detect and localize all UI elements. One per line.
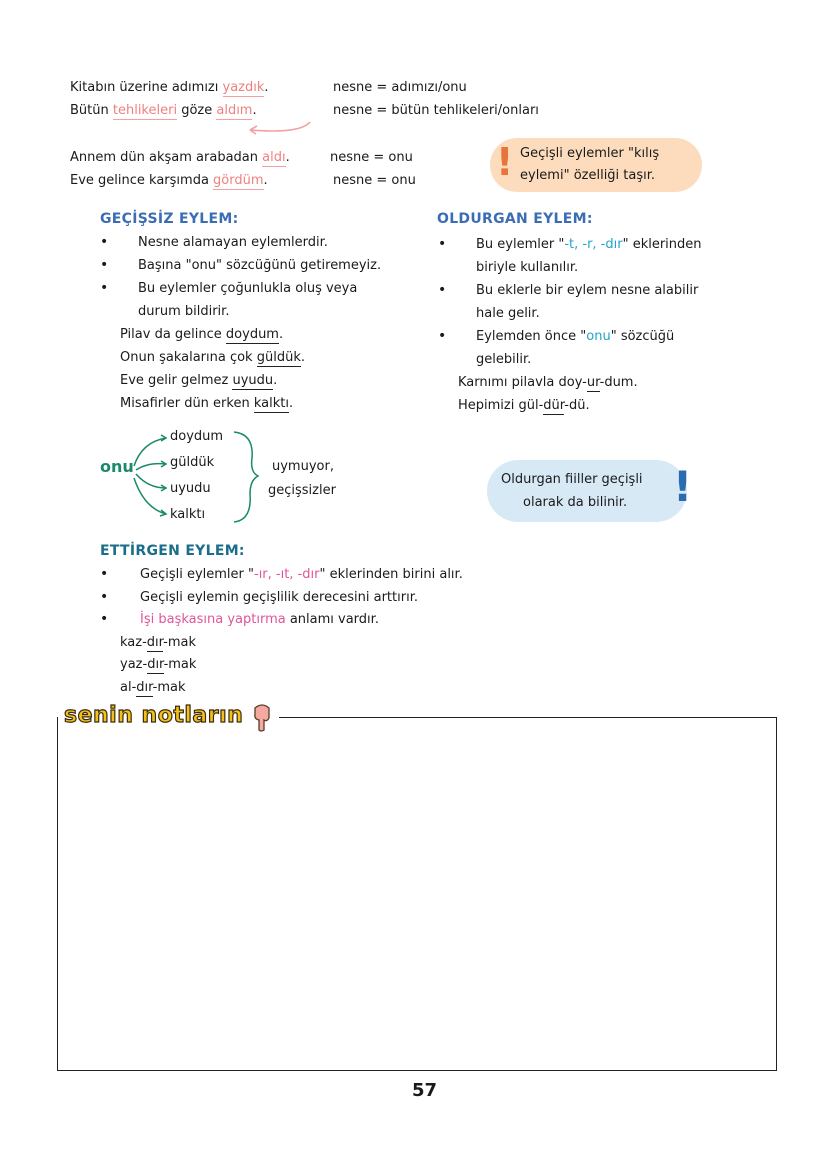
bullet-text bbox=[476, 282, 698, 300]
example-sentence bbox=[120, 679, 186, 697]
underlined-word: aldım bbox=[216, 103, 253, 118]
text-segment: -t, -r, -dır bbox=[564, 237, 623, 252]
callout-oldurgan bbox=[487, 460, 693, 522]
text-segment: Eve gelir gelmez bbox=[120, 373, 233, 388]
text-segment: kaz- bbox=[120, 634, 147, 650]
bullet: • bbox=[100, 280, 109, 296]
underlined-word: dür bbox=[543, 398, 565, 413]
heading-ettirgen: ETTİRGEN EYLEM: bbox=[100, 543, 245, 559]
diagram-verb: güldük bbox=[170, 455, 215, 470]
example-sentence bbox=[458, 374, 638, 392]
notes-title bbox=[58, 702, 279, 730]
text-segment: . bbox=[264, 80, 269, 95]
diagram-verb: uyudu bbox=[170, 481, 211, 496]
text-segment: Onun şakalarına çok bbox=[120, 350, 257, 365]
notes-title-text: senin notların bbox=[64, 703, 244, 728]
bullet: • bbox=[100, 566, 109, 582]
page-number: 57 bbox=[412, 1080, 438, 1101]
underlined-word: ur bbox=[586, 375, 600, 390]
example-sentence bbox=[120, 372, 277, 390]
text-segment: -mak bbox=[163, 657, 197, 672]
diagram-result: geçişsizler bbox=[268, 483, 336, 498]
text-segment: . bbox=[300, 350, 305, 365]
text-segment: Geçişli eylemler " bbox=[140, 567, 254, 582]
exclamation-icon: ! bbox=[496, 140, 514, 184]
text-segment: -ır, -ıt, -dır bbox=[254, 567, 320, 582]
underlined-word: doydum bbox=[225, 327, 279, 342]
text-segment: onu bbox=[586, 329, 611, 344]
text-segment: -mak bbox=[163, 634, 197, 650]
object-note bbox=[333, 102, 539, 120]
text-segment: " eklerinden bbox=[622, 237, 702, 252]
text-segment: biriyle kullanılır. bbox=[476, 260, 579, 275]
text-segment: -mak bbox=[152, 679, 186, 695]
text-segment: nesne = onu bbox=[330, 150, 413, 165]
underlined-word: dır bbox=[147, 657, 164, 672]
text-segment: hale gelir. bbox=[476, 306, 540, 321]
text-segment: yaz- bbox=[120, 657, 148, 672]
underlined-word: dır bbox=[136, 679, 153, 695]
text-segment: . bbox=[273, 373, 278, 388]
diagram-verb: doydum bbox=[170, 429, 224, 444]
bullet-text bbox=[138, 280, 357, 298]
bullet-text bbox=[140, 589, 418, 607]
bullet: • bbox=[438, 282, 447, 298]
bullet-text bbox=[138, 234, 328, 252]
text-segment: . bbox=[288, 396, 294, 411]
callout-text: Geçişli eylemler "kılış bbox=[520, 146, 660, 161]
text-segment: Bu eklerle bir eylem nesne alabilir bbox=[476, 283, 699, 298]
text-segment: göze bbox=[177, 103, 217, 118]
bullet-text bbox=[476, 351, 531, 369]
diagram-verb: kalktı bbox=[170, 507, 206, 522]
text-segment: Kitabın üzerine adımızı bbox=[70, 80, 223, 95]
bullet-text bbox=[476, 328, 674, 346]
text-segment: Karnımı pilavla doy- bbox=[458, 375, 587, 390]
bullet-text bbox=[138, 257, 381, 275]
text-segment: al- bbox=[120, 679, 137, 695]
text-segment: Pilav da gelince bbox=[120, 327, 226, 342]
text-segment: Geçişli eylemin geçişlilik derecesini arttırır. bbox=[140, 589, 418, 605]
text-segment: . bbox=[278, 327, 284, 342]
text-segment: Hepimizi gül- bbox=[458, 398, 544, 413]
underlined-word: dır bbox=[146, 634, 164, 650]
notes-area[interactable] bbox=[57, 717, 777, 1071]
text-segment: Eylemden önce " bbox=[476, 329, 587, 344]
heading-oldurgan: OLDURGAN EYLEM: bbox=[437, 211, 593, 227]
heading-gecissiz: GEÇİŞSİZ EYLEM: bbox=[100, 211, 239, 227]
curved-arrow-icon bbox=[240, 118, 320, 140]
object-note bbox=[333, 172, 416, 190]
example-sentence bbox=[70, 79, 269, 97]
text-segment: . bbox=[263, 173, 268, 188]
underlined-word: gördüm bbox=[213, 173, 264, 188]
text-segment: durum bildirir. bbox=[138, 304, 230, 319]
bullet-text bbox=[140, 566, 463, 584]
bullet-text bbox=[476, 236, 702, 254]
text-segment: Başına "onu" sözcüğünü getiremeyiz. bbox=[138, 258, 382, 273]
underlined-word: kalktı bbox=[253, 396, 289, 411]
bullet-text bbox=[476, 259, 578, 277]
text-segment: . bbox=[285, 150, 290, 165]
text-segment: Nesne alamayan eylemlerdir. bbox=[138, 235, 328, 250]
object-note bbox=[330, 149, 413, 167]
text-segment: -dü. bbox=[564, 398, 590, 413]
example-sentence bbox=[458, 397, 590, 415]
diagram-source: onu bbox=[100, 457, 134, 476]
text-segment: Bu eylemler " bbox=[476, 237, 565, 252]
text-segment: -dum. bbox=[599, 375, 638, 390]
text-segment: gelebilir. bbox=[476, 352, 532, 367]
text-segment: anlamı vardır. bbox=[285, 612, 379, 627]
text-segment: nesne = adımızı/onu bbox=[333, 80, 467, 95]
object-note bbox=[333, 79, 467, 97]
callout-text: olarak da bilinir. bbox=[523, 495, 628, 510]
example-sentence bbox=[120, 656, 196, 674]
callout-transitive bbox=[490, 138, 702, 192]
bullet: • bbox=[100, 611, 109, 627]
bullet-text bbox=[476, 305, 540, 323]
example-sentence bbox=[70, 149, 290, 167]
bullet: • bbox=[100, 257, 109, 273]
diagram-result: uymuyor, bbox=[272, 459, 334, 474]
example-sentence bbox=[120, 349, 305, 367]
underlined-word: aldı bbox=[262, 150, 286, 165]
example-sentence bbox=[120, 395, 293, 413]
callout-text: eylemi" özelliği taşır. bbox=[520, 168, 656, 183]
underlined-word: uyudu bbox=[232, 373, 274, 388]
text-segment: " sözcüğü bbox=[610, 329, 675, 344]
text-segment: nesne = bütün tehlikeleri/onları bbox=[333, 103, 539, 118]
example-sentence bbox=[120, 326, 283, 344]
text-segment: . bbox=[252, 103, 257, 118]
bullet-text bbox=[140, 611, 379, 629]
text-segment: Bütün bbox=[70, 103, 113, 118]
text-segment: nesne = onu bbox=[333, 173, 416, 188]
underlined-word: tehlikeleri bbox=[112, 103, 178, 118]
text-segment: Bu eylemler çoğunlukla oluş veya bbox=[138, 281, 358, 296]
example-sentence bbox=[70, 102, 257, 120]
pointing-hand-icon bbox=[251, 702, 273, 730]
exclamation-icon: ! bbox=[673, 462, 693, 511]
bullet: • bbox=[438, 328, 447, 344]
example-sentence bbox=[70, 172, 268, 190]
text-segment: " eklerinden birini alır. bbox=[319, 567, 463, 582]
underlined-word: yazdık bbox=[222, 80, 265, 95]
bullet-text bbox=[138, 303, 229, 321]
text-segment: Eve gelince karşımda bbox=[70, 173, 214, 188]
text-segment: Misafirler dün erken bbox=[120, 396, 254, 411]
text-segment: İşi başkasına yaptırma bbox=[140, 612, 286, 627]
callout-text: Oldurgan fiiller geçişli bbox=[501, 472, 643, 487]
text-segment: Annem dün akşam arabadan bbox=[70, 150, 263, 165]
bullet: • bbox=[438, 236, 447, 252]
bullet: • bbox=[100, 588, 109, 605]
bullet: • bbox=[100, 234, 109, 250]
example-sentence bbox=[120, 634, 196, 652]
underlined-word: güldük bbox=[256, 350, 301, 365]
